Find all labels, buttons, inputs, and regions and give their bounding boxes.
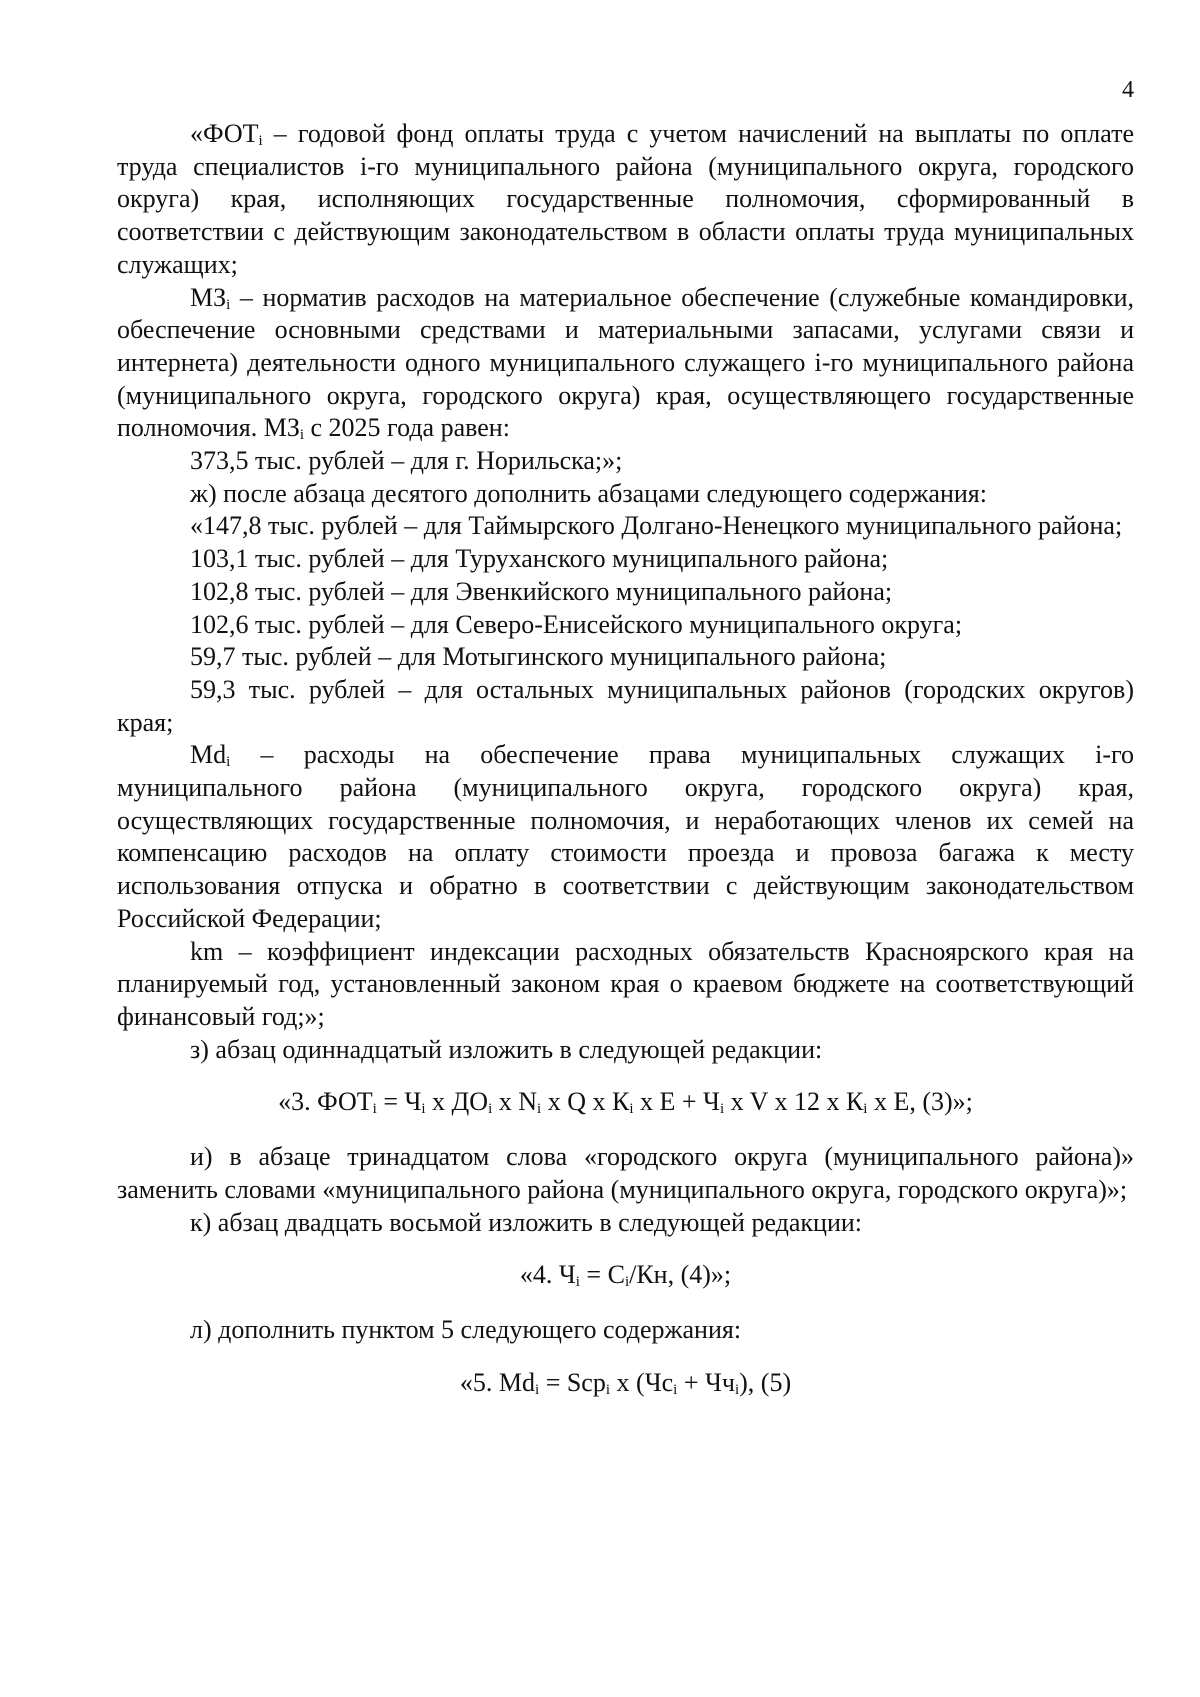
paragraph-turukhansk: 103,1 тыс. рублей – для Туруханского муниципального района; [190,544,889,574]
paragraph-evenki: 102,8 тыс. рублей – для Эвенкийского муниципального района; [190,576,893,606]
paragraph-amendment-zh: ж) после абзаца десятого дополнить абзацами следующего содержания: [190,478,987,508]
paragraph-md-definition: $Md_i$ – расходы на обеспечение права муниципальных служащих i-го муниципального района (муниципального округа, городского округа) края, осуществляющих государственные полномочия, и неработающих членов их семей на компенсацию расходов на оплату стоимости проезда и провоза багажа к месту использования отпуска и обратно в соответствии с действующим законодательством Российской Федерации; [117,740,1134,933]
paragraph-amendment-i: и) в абзаце тринадцатом слова «городского округа (муниципального района)» заменить словами «муниципального района (муниципального округа, городского округа)»; [117,1142,1134,1204]
paragraph-mz-definition: $МЗ_i$ – норматив расходов на материальное обеспечение (служебные командировки, обеспечение основными средствами и материальными запасами, услугами связи и интернета) деятельности одного муниципального служащего i-го муниципального района (муниципального округа, городского округа) края, осуществляющего государственные полномочия. $МЗ_i$ с 2025 года равен: [117,282,1134,444]
paragraph-norilsk: 373,5 тыс. рублей – для г. Норильска;»; [190,446,623,476]
paragraph-amendment-l: л) дополнить пунктом 5 следующего содержания: [190,1314,742,1344]
paragraph-other-districts: 59,3 тыс. рублей – для остальных муниципальных районов (городских округов) края; [117,674,1134,737]
paragraph-severo-yeniseisk: 102,6 тыс. рублей – для Северо-Енисейского муниципального округа; [190,609,963,639]
paragraph-amendment-k: к) абзац двадцать восьмой изложить в следующей редакции: [190,1207,863,1237]
formula-5: «5. $Md_i = Scp_i$ x $(Чс_i + Чч_i)$, (5) [459,1367,792,1398]
formula-3: «3. $ФОТ_i = Ч_i$ x $ДО_i$ x $N_i$ x Q x $К_i$ x $E + Ч_i$ x V x 12 x $К_i$ x E, (3)»; [278,1087,973,1118]
paragraph-motygino: 59,7 тыс. рублей – для Мотыгинского муниципального района; [190,642,887,672]
paragraph-amendment-z: з) абзац одиннадцатый изложить в следующей редакции: [190,1034,823,1064]
paragraph-km-definition: km – коэффициент индексации расходных обязательств Красноярского края на планируемый год, установленный законом края о краевом бюджете на соответствующий финансовый год;»; [117,936,1134,1031]
paragraph-fot-definition: «$ФОТ_i$ – годовой фонд оплаты труда с учетом начислений на выплаты по оплате труда специалистов i-го муниципального района (муниципального округа, городского округа) края, исполняющих государственные полномочия, сформированный в соответствии с действующим законодательством в области оплаты труда муниципальных служащих; [117,119,1134,279]
formula-4: «4. $Ч_i = С_i/Кн$, (4)»; [519,1260,732,1291]
page-number: 4 [1122,77,1134,103]
paragraph-taimyr: «147,8 тыс. рублей – для Таймырского Долгано-Ненецкого муниципального района; [190,511,1123,541]
